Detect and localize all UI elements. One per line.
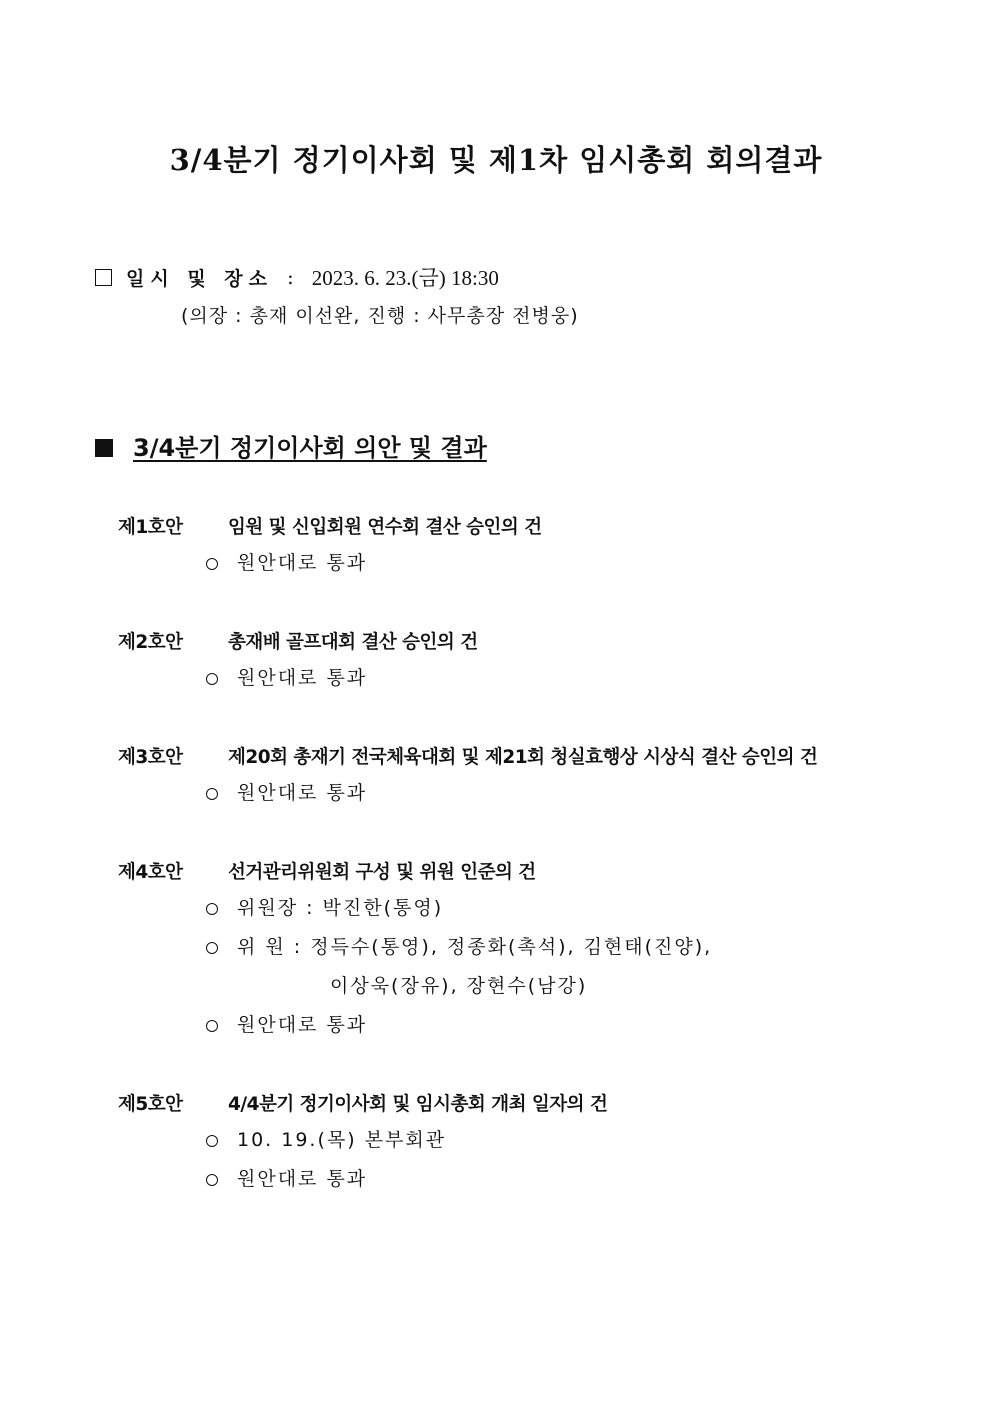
section-heading-text: 3/4분기 정기이사회 의안 및 결과 — [133, 434, 487, 462]
circle-bullet-icon — [206, 1174, 218, 1186]
agenda-title: 선거관리위원회 구성 및 위원 인준의 건 — [228, 862, 536, 883]
agenda-result — [206, 889, 938, 928]
circle-bullet-icon — [206, 903, 218, 915]
agenda-result-lines — [237, 659, 367, 698]
agenda-result — [206, 1121, 938, 1160]
agenda-result — [206, 544, 938, 583]
meeting-info-label: 일시 및 장소 — [126, 267, 273, 290]
agenda-result-lines — [237, 928, 712, 1006]
agenda-number: 제4호안 — [118, 862, 183, 883]
agenda-result-lines — [237, 544, 367, 583]
agenda-result — [206, 1160, 938, 1199]
agenda-list — [118, 508, 938, 1199]
agenda-result-text: 원안대로 통과 — [237, 667, 368, 689]
agenda-result-text: 10. 19.(목) 본부회관 — [237, 1129, 447, 1151]
agenda-result-lines — [237, 1160, 367, 1199]
agenda-head — [118, 508, 938, 544]
agenda-item — [118, 853, 938, 1045]
agenda-result-text: 위원장 : 박진한(통영) — [237, 897, 444, 919]
circle-bullet-icon — [206, 1020, 218, 1032]
agenda-result-text: 이상욱(장유), 장현수(남강) — [330, 975, 588, 997]
agenda-result-lines — [237, 1121, 446, 1160]
agenda-title: 4/4분기 정기이사회 및 임시총회 개최 일자의 건 — [228, 1094, 608, 1115]
meeting-datetime-line — [95, 262, 579, 292]
meeting-info — [95, 262, 579, 328]
meeting-datetime: 2023. 6. 23.(금) 18:30 — [311, 266, 499, 290]
agenda-result-text: 원안대로 통과 — [237, 782, 368, 804]
agenda-number: 제3호안 — [118, 747, 183, 768]
agenda-title: 제20회 총재기 전국체육대회 및 제21회 청실효행상 시상식 결산 승인의 건 — [228, 747, 818, 768]
agenda-head — [118, 738, 938, 774]
circle-bullet-icon — [206, 558, 218, 570]
agenda-result-lines — [237, 774, 367, 813]
agenda-result-lines — [237, 1006, 367, 1045]
agenda-result-text: 원안대로 통과 — [237, 1168, 368, 1190]
circle-bullet-icon — [206, 788, 218, 800]
agenda-item — [118, 738, 938, 813]
agenda-title: 임원 및 신입회원 연수회 결산 승인의 건 — [228, 517, 542, 538]
page-title: 3/4분기 정기이사회 및 제1차 임시총회 회의결과 — [169, 143, 823, 177]
agenda-item — [118, 623, 938, 698]
empty-square-icon — [95, 269, 112, 286]
agenda-result — [206, 928, 938, 1006]
filled-square-icon — [95, 439, 113, 457]
agenda-item — [118, 508, 938, 583]
agenda-number: 제2호안 — [118, 632, 183, 653]
agenda-result-text: 원안대로 통과 — [237, 552, 368, 574]
agenda-item — [118, 1085, 938, 1199]
agenda-number: 제5호안 — [118, 1094, 183, 1115]
agenda-result-text: 위 원 : 정득수(통영), 정종화(촉석), 김현태(진양), — [237, 936, 713, 958]
agenda-result — [206, 774, 938, 813]
circle-bullet-icon — [206, 942, 218, 954]
agenda-head — [118, 623, 938, 659]
circle-bullet-icon — [206, 673, 218, 685]
meeting-info-colon: : — [287, 265, 294, 289]
agenda-head — [118, 853, 938, 889]
section-heading — [95, 428, 487, 463]
agenda-title: 총재배 골프대회 결산 승인의 건 — [228, 632, 478, 653]
agenda-number: 제1호안 — [118, 517, 183, 538]
agenda-head — [118, 1085, 938, 1121]
agenda-result — [206, 1006, 938, 1045]
circle-bullet-icon — [206, 1135, 218, 1147]
agenda-result — [206, 659, 938, 698]
meeting-chair-line: (의장 : 총재 이선완, 진행 : 사무총장 전병웅) — [181, 305, 579, 327]
agenda-result-lines — [237, 889, 443, 928]
agenda-result-text: 원안대로 통과 — [237, 1014, 368, 1036]
